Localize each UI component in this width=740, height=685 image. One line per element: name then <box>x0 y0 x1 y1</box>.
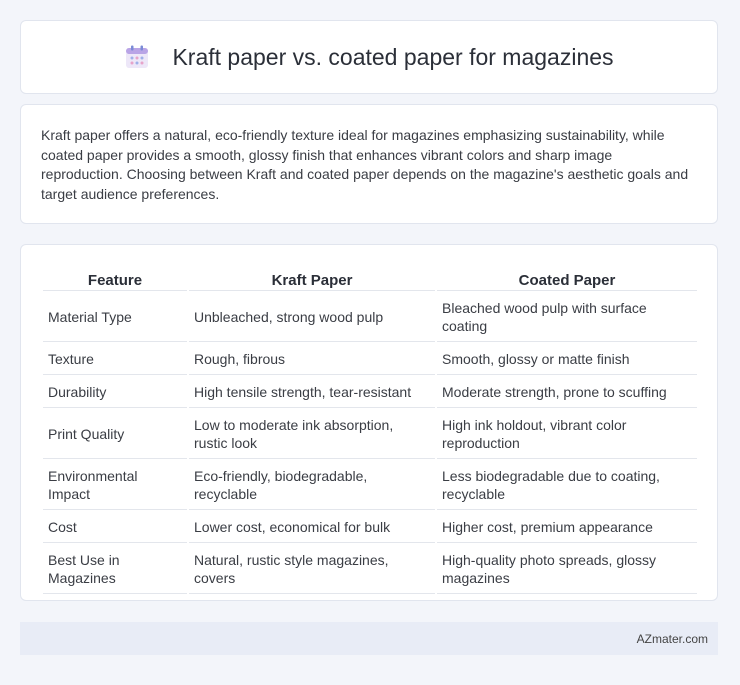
kraft-cell: High tensile strength, tear-resistant <box>189 377 435 408</box>
table-row <box>43 545 697 594</box>
intro-card <box>20 104 718 224</box>
header-coated-paper: Coated Paper <box>437 267 697 291</box>
title-card <box>20 20 718 94</box>
comparison-table <box>41 265 699 596</box>
table-header-row <box>43 267 697 291</box>
coated-cell: Smooth, glossy or matte finish <box>437 344 697 375</box>
footer-brand-link[interactable]: AZmater.com <box>636 631 708 646</box>
kraft-cell: Lower cost, economical for bulk <box>189 512 435 543</box>
coated-cell: High ink holdout, vibrant color reproduction <box>437 410 697 459</box>
feature-cell: Print Quality <box>43 410 187 459</box>
kraft-cell: Eco-friendly, biodegradable, recyclable <box>189 461 435 510</box>
table-row <box>43 293 697 342</box>
feature-cell: Environmental Impact <box>43 461 187 510</box>
table-row <box>43 461 697 510</box>
feature-cell: Material Type <box>43 293 187 342</box>
kraft-cell: Rough, fibrous <box>189 344 435 375</box>
table-row <box>43 410 697 459</box>
coated-cell: Bleached wood pulp with surface coating <box>437 293 697 342</box>
coated-cell: High-quality photo spreads, glossy magazines <box>437 545 697 594</box>
table-row <box>43 344 697 375</box>
coated-cell: Higher cost, premium appearance <box>437 512 697 543</box>
coated-cell: Less biodegradable due to coating, recyclable <box>437 461 697 510</box>
title-row <box>124 44 613 71</box>
kraft-cell: Natural, rustic style magazines, covers <box>189 545 435 594</box>
kraft-cell: Low to moderate ink absorption, rustic look <box>189 410 435 459</box>
table-row <box>43 377 697 408</box>
coated-cell: Moderate strength, prone to scuffing <box>437 377 697 408</box>
feature-cell: Durability <box>43 377 187 408</box>
comparison-card <box>20 244 718 601</box>
feature-cell: Cost <box>43 512 187 543</box>
calendar-icon <box>124 44 150 70</box>
footer-bar <box>20 622 718 655</box>
kraft-cell: Unbleached, strong wood pulp <box>189 293 435 342</box>
header-feature: Feature <box>43 267 187 291</box>
intro-paragraph: Kraft paper offers a natural, eco-friendly texture ideal for magazines emphasizing sustainability, while coated paper provides a smooth, glossy finish that enhances vibrant colors and sharp image reproduction. Choosing between Kraft and coated paper depends on the magazine's aesthetic goals and target audience preferences. <box>41 127 689 202</box>
table-row <box>43 512 697 543</box>
feature-cell: Best Use in Magazines <box>43 545 187 594</box>
page-title: Kraft paper vs. coated paper for magazines <box>172 43 614 70</box>
header-kraft-paper: Kraft Paper <box>189 267 435 291</box>
feature-cell: Texture <box>43 344 187 375</box>
